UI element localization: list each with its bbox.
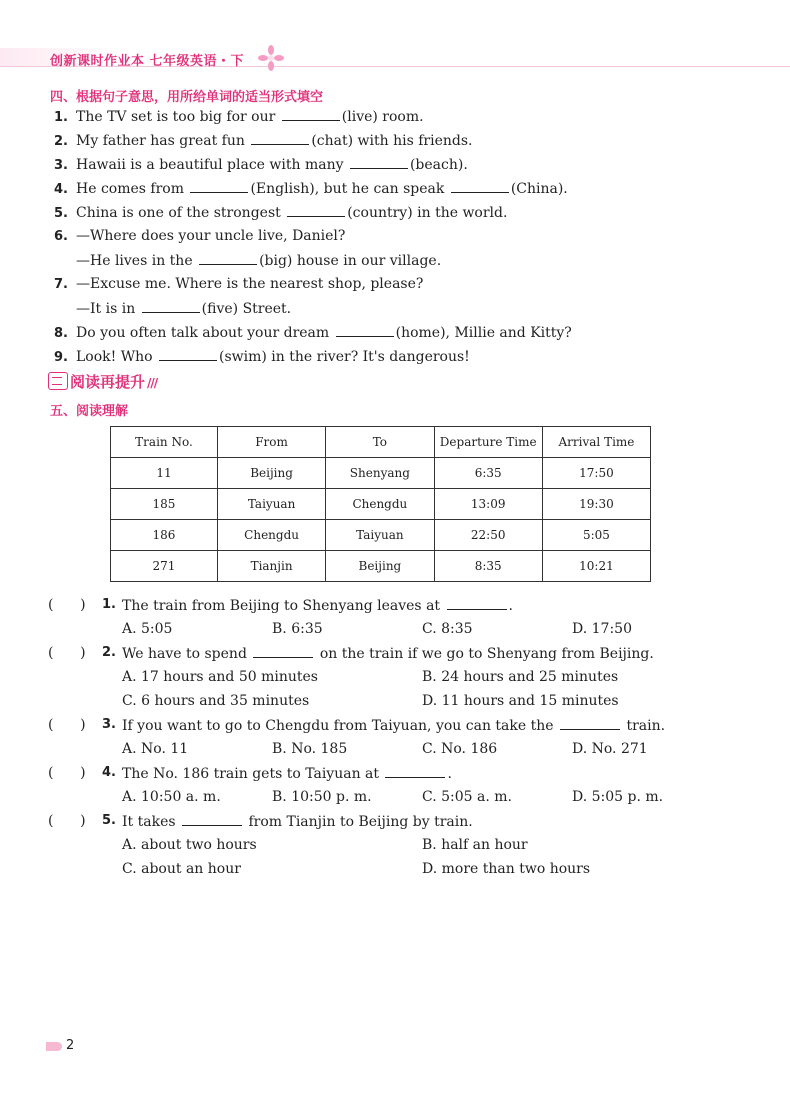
fill-item-3: 3. Hawaii is a beautiful place with many (beach). — [54, 157, 468, 173]
answer-bracket[interactable]: ( ) — [48, 645, 86, 661]
table-cell: 17:50 — [542, 458, 650, 489]
page-tab-decoration — [46, 1042, 62, 1051]
option-a[interactable]: A. No. 11 — [122, 741, 189, 757]
page-number: 2 — [66, 1038, 75, 1053]
question-1-stem: The train from Beijing to Shenyang leaves at . — [122, 598, 513, 614]
fill-item-6-line2: —He lives in the (big) house in our village. — [76, 253, 442, 269]
question-number: 5. — [102, 813, 116, 828]
question-number: 2. — [102, 645, 116, 660]
fill-item-5: 5. China is one of the strongest (country) in the world. — [54, 205, 508, 221]
table-cell: Chengdu — [217, 520, 325, 551]
column-header: Departure Time — [434, 427, 542, 458]
question-3-stem: If you want to go to Chengdu from Taiyuan, you can take the train. — [122, 718, 666, 734]
answer-blank[interactable] — [251, 132, 309, 145]
table-cell: 10:21 — [542, 551, 650, 582]
answer-blank — [447, 597, 507, 610]
table-cell: 11 — [111, 458, 218, 489]
slash-decoration: /// — [147, 376, 158, 390]
column-header: Train No. — [111, 427, 218, 458]
option-d[interactable]: D. 11 hours and 15 minutes — [422, 693, 619, 709]
fill-item-8: 8. Do you often talk about your dream (home), Millie and Kitty? — [54, 325, 572, 341]
table-cell: 6:35 — [434, 458, 542, 489]
answer-bracket[interactable]: ( ) — [48, 717, 86, 733]
answer-blank — [560, 717, 620, 730]
option-b[interactable]: B. 6:35 — [272, 621, 323, 637]
table-row — [111, 489, 651, 520]
fill-item-7: 7. —Excuse me. Where is the nearest shop, please? — [54, 276, 424, 292]
section5-heading: 五、阅读理解 — [50, 404, 129, 419]
option-b[interactable]: B. 24 hours and 25 minutes — [422, 669, 619, 685]
fill-item-4: 4. He comes from (English), but he can speak (China). — [54, 181, 568, 197]
fill-item-6: 6. —Where does your uncle live, Daniel? — [54, 228, 346, 244]
option-b[interactable]: B. No. 185 — [272, 741, 348, 757]
book-icon — [48, 372, 68, 390]
table-cell: 271 — [111, 551, 218, 582]
table-cell: 186 — [111, 520, 218, 551]
table-cell: Shenyang — [326, 458, 434, 489]
table-cell: Beijing — [326, 551, 434, 582]
table-header-row — [111, 427, 651, 458]
answer-blank[interactable] — [451, 180, 509, 193]
option-c[interactable]: C. 5:05 a. m. — [422, 789, 512, 805]
question-2-stem: We have to spend on the train if we go to Shenyang from Beijing. — [122, 646, 654, 662]
answer-bracket[interactable]: ( ) — [48, 597, 86, 613]
option-a[interactable]: A. 10:50 a. m. — [122, 789, 221, 805]
table-cell: 13:09 — [434, 489, 542, 520]
answer-bracket[interactable]: ( ) — [48, 813, 86, 829]
column-header: From — [217, 427, 325, 458]
table-cell: Tianjin — [217, 551, 325, 582]
answer-blank[interactable] — [142, 300, 200, 313]
running-header: 创新课时作业本 七年级英语・下 — [50, 54, 245, 69]
question-number: 1. — [102, 597, 116, 612]
option-d[interactable]: D. more than two hours — [422, 861, 591, 877]
answer-blank[interactable] — [282, 108, 340, 121]
table-cell: Beijing — [217, 458, 325, 489]
table-cell: 19:30 — [542, 489, 650, 520]
option-c[interactable]: C. 8:35 — [422, 621, 473, 637]
fill-item-9: 9. Look! Who (swim) in the river? It's dangerous! — [54, 349, 470, 365]
option-c[interactable]: C. 6 hours and 35 minutes — [122, 693, 310, 709]
answer-blank[interactable] — [336, 324, 394, 337]
fill-item-1: 1. The TV set is too big for our (live) room. — [54, 109, 424, 125]
question-4-stem: The No. 186 train gets to Taiyuan at . — [122, 766, 452, 782]
table-cell: 8:35 — [434, 551, 542, 582]
table-cell: Taiyuan — [326, 520, 434, 551]
answer-blank — [385, 765, 445, 778]
option-a[interactable]: A. 17 hours and 50 minutes — [122, 669, 318, 685]
table-row — [111, 458, 651, 489]
option-d[interactable]: D. 17:50 — [572, 621, 632, 637]
question-number: 4. — [102, 765, 116, 780]
option-c[interactable]: C. about an hour — [122, 861, 241, 877]
fill-item-2: 2. My father has great fun (chat) with his friends. — [54, 133, 473, 149]
section4-heading: 四、根据句子意思，用所给单词的适当形式填空 — [50, 90, 324, 105]
answer-blank[interactable] — [190, 180, 248, 193]
option-b[interactable]: B. half an hour — [422, 837, 528, 853]
table-row — [111, 520, 651, 551]
flower-icon — [258, 45, 284, 71]
table-cell: 22:50 — [434, 520, 542, 551]
table-cell: 185 — [111, 489, 218, 520]
question-5-stem: It takes from Tianjin to Beijing by train. — [122, 814, 473, 830]
answer-blank[interactable] — [287, 204, 345, 217]
table-cell: Chengdu — [326, 489, 434, 520]
option-b[interactable]: B. 10:50 p. m. — [272, 789, 372, 805]
table-cell: Taiyuan — [217, 489, 325, 520]
answer-blank — [182, 813, 242, 826]
reading-banner: 阅读再提升 /// — [48, 371, 157, 392]
column-header: Arrival Time — [542, 427, 650, 458]
option-c[interactable]: C. No. 186 — [422, 741, 498, 757]
option-a[interactable]: A. about two hours — [122, 837, 257, 853]
question-number: 3. — [102, 717, 116, 732]
option-a[interactable]: A. 5:05 — [122, 621, 173, 637]
answer-blank[interactable] — [199, 252, 257, 265]
option-d[interactable]: D. 5:05 p. m. — [572, 789, 664, 805]
answer-bracket[interactable]: ( ) — [48, 765, 86, 781]
answer-blank[interactable] — [159, 348, 217, 361]
table-cell: 5:05 — [542, 520, 650, 551]
column-header: To — [326, 427, 434, 458]
option-d[interactable]: D. No. 271 — [572, 741, 648, 757]
answer-blank[interactable] — [350, 156, 408, 169]
table-row — [111, 551, 651, 582]
train-schedule-table — [110, 426, 651, 582]
answer-blank — [253, 645, 313, 658]
fill-item-7-line2: —It is in (five) Street. — [76, 301, 292, 317]
